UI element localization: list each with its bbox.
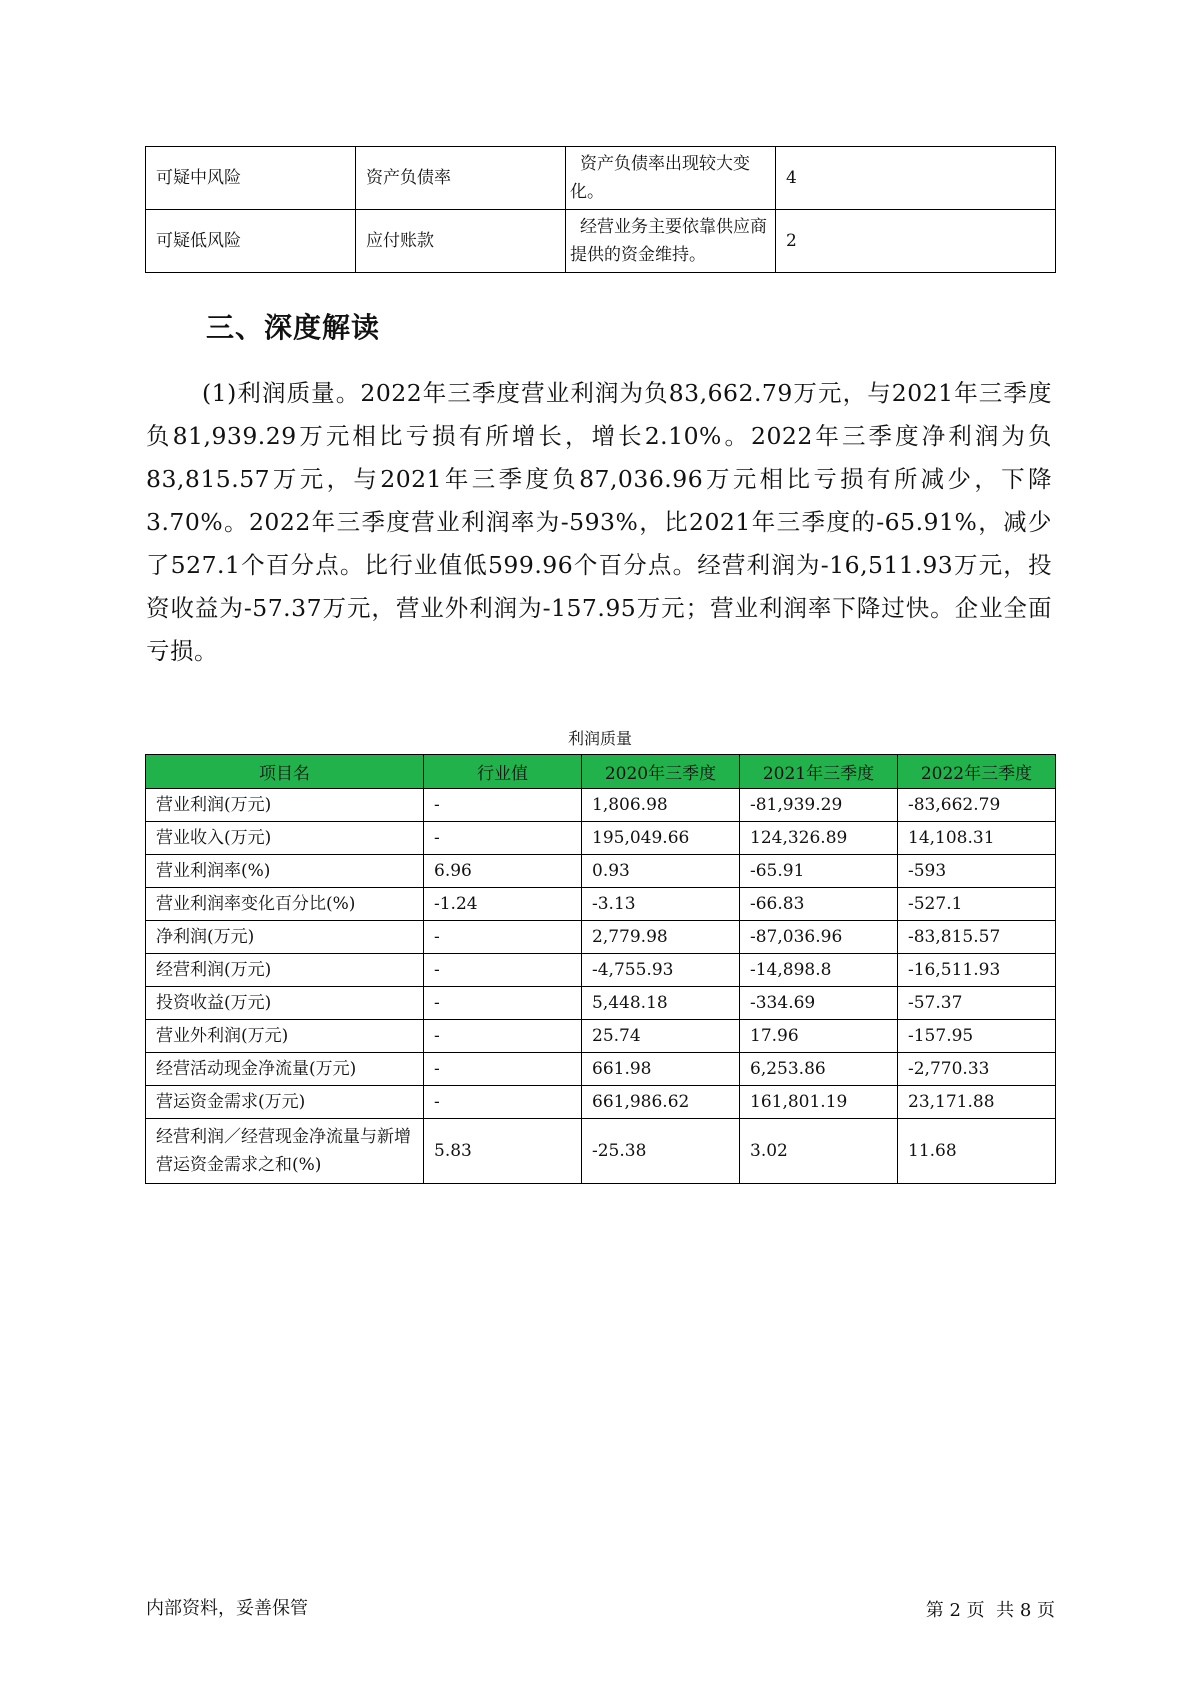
table-cell: 3.02: [740, 1119, 898, 1184]
risk-level: 可疑低风险: [146, 210, 356, 273]
table-cell: -4,755.93: [582, 954, 740, 987]
table-cell: -: [424, 822, 582, 855]
table-cell: -593: [898, 855, 1056, 888]
table-row: [146, 954, 1056, 987]
table-cell: 161,801.19: [740, 1086, 898, 1119]
column-header: 2022年三季度: [898, 755, 1056, 789]
table-cell: 11.68: [898, 1119, 1056, 1184]
profit-table-body: [146, 789, 1056, 1184]
risk-indicator: 应付账款: [356, 210, 566, 273]
table-cell: -: [424, 1020, 582, 1053]
risk-score: 2: [776, 210, 1056, 273]
row-label: 经营活动现金净流量(万元): [146, 1053, 424, 1086]
row-label: 营业利润率变化百分比(%): [146, 888, 424, 921]
table-cell: -: [424, 789, 582, 822]
row-label: 营业利润(万元): [146, 789, 424, 822]
table-cell: 17.96: [740, 1020, 898, 1053]
table-cell: 1,806.98: [582, 789, 740, 822]
table-cell: 23,171.88: [898, 1086, 1056, 1119]
table-cell: -83,662.79: [898, 789, 1056, 822]
table-row: [146, 1020, 1056, 1053]
footer-confidential-note: 内部资料，妥善保管: [146, 1598, 308, 1619]
table-cell: -: [424, 1053, 582, 1086]
table-cell: 6.96: [424, 855, 582, 888]
table-row: [146, 789, 1056, 822]
table-cell: -87,036.96: [740, 921, 898, 954]
table-cell: -65.91: [740, 855, 898, 888]
risk-level: 可疑中风险: [146, 147, 356, 210]
row-label: 经营利润／经营现金净流量与新增营运资金需求之和(%): [146, 1119, 424, 1184]
table-row: [146, 888, 1056, 921]
footer-page-number: 第 2 页 共 8 页: [925, 1600, 1055, 1621]
table-cell: -334.69: [740, 987, 898, 1020]
table-cell: -3.13: [582, 888, 740, 921]
table-header-row: [146, 755, 1056, 789]
table-row: [146, 1086, 1056, 1119]
column-header: 2021年三季度: [740, 755, 898, 789]
table-cell: -157.95: [898, 1020, 1056, 1053]
table-cell: -25.38: [582, 1119, 740, 1184]
table-cell: -81,939.29: [740, 789, 898, 822]
table-cell: -14,898.8: [740, 954, 898, 987]
table-cell: -: [424, 987, 582, 1020]
table-cell: 5,448.18: [582, 987, 740, 1020]
row-label: 经营利润(万元): [146, 954, 424, 987]
table-row: [146, 1053, 1056, 1086]
row-label: 净利润(万元): [146, 921, 424, 954]
table-cell: -: [424, 1086, 582, 1119]
table-row: [146, 822, 1056, 855]
table-cell: -66.83: [740, 888, 898, 921]
table-cell: 2,779.98: [582, 921, 740, 954]
profit-quality-table: [145, 754, 1056, 1184]
table-cell: 14,108.31: [898, 822, 1056, 855]
risk-score: 4: [776, 147, 1056, 210]
table-row: [146, 210, 1056, 273]
column-header: 2020年三季度: [582, 755, 740, 789]
row-label: 营运资金需求(万元): [146, 1086, 424, 1119]
row-label: 营业利润率(%): [146, 855, 424, 888]
table-cell: 661.98: [582, 1053, 740, 1086]
table-cell: 661,986.62: [582, 1086, 740, 1119]
table-cell: 0.93: [582, 855, 740, 888]
risk-description: 经营业务主要依靠供应商提供的资金维持。: [566, 210, 776, 273]
table-row: [146, 1119, 1056, 1184]
table-row: [146, 147, 1056, 210]
table-cell: 195,049.66: [582, 822, 740, 855]
table-row: [146, 855, 1056, 888]
row-label: 营业收入(万元): [146, 822, 424, 855]
risk-table: [145, 146, 1056, 273]
table-cell: 6,253.86: [740, 1053, 898, 1086]
risk-description: 资产负债率出现较大变化。: [566, 147, 776, 210]
table-cell: -527.1: [898, 888, 1056, 921]
table-cell: -1.24: [424, 888, 582, 921]
table-cell: -57.37: [898, 987, 1056, 1020]
table-row: [146, 921, 1056, 954]
table-cell: 5.83: [424, 1119, 582, 1184]
table-cell: -83,815.57: [898, 921, 1056, 954]
table-row: [146, 987, 1056, 1020]
risk-indicator: 资产负债率: [356, 147, 566, 210]
table-cell: 25.74: [582, 1020, 740, 1053]
body-paragraph: (1)利润质量。2022年三季度营业利润为负83,662.79万元，与2021年三季度负81,939.29万元相比亏损有所增长，增长2.10%。2022年三季度净利润为负83,815.57万元，与2021年三季度负87,036.96万元相比亏损有所减少，下降3.70%。2022年三季度营业利润率为-593%，比2021年三季度的-65.91%，减少了527.1个百分点。比行业值低599.96个百分点。经营利润为-16,511.93万元，投资收益为-57.37万元，营业外利润为-157.95万元；营业利润率下降过快。企业全面亏损。: [146, 379, 1052, 665]
table-caption: 利润质量: [567, 729, 632, 748]
section-heading: 三、深度解读: [206, 311, 381, 344]
column-header: 项目名: [146, 755, 424, 789]
table-cell: -16,511.93: [898, 954, 1056, 987]
row-label: 投资收益(万元): [146, 987, 424, 1020]
table-cell: -: [424, 954, 582, 987]
table-cell: 124,326.89: [740, 822, 898, 855]
table-cell: -: [424, 921, 582, 954]
table-cell: -2,770.33: [898, 1053, 1056, 1086]
column-header: 行业值: [424, 755, 582, 789]
row-label: 营业外利润(万元): [146, 1020, 424, 1053]
